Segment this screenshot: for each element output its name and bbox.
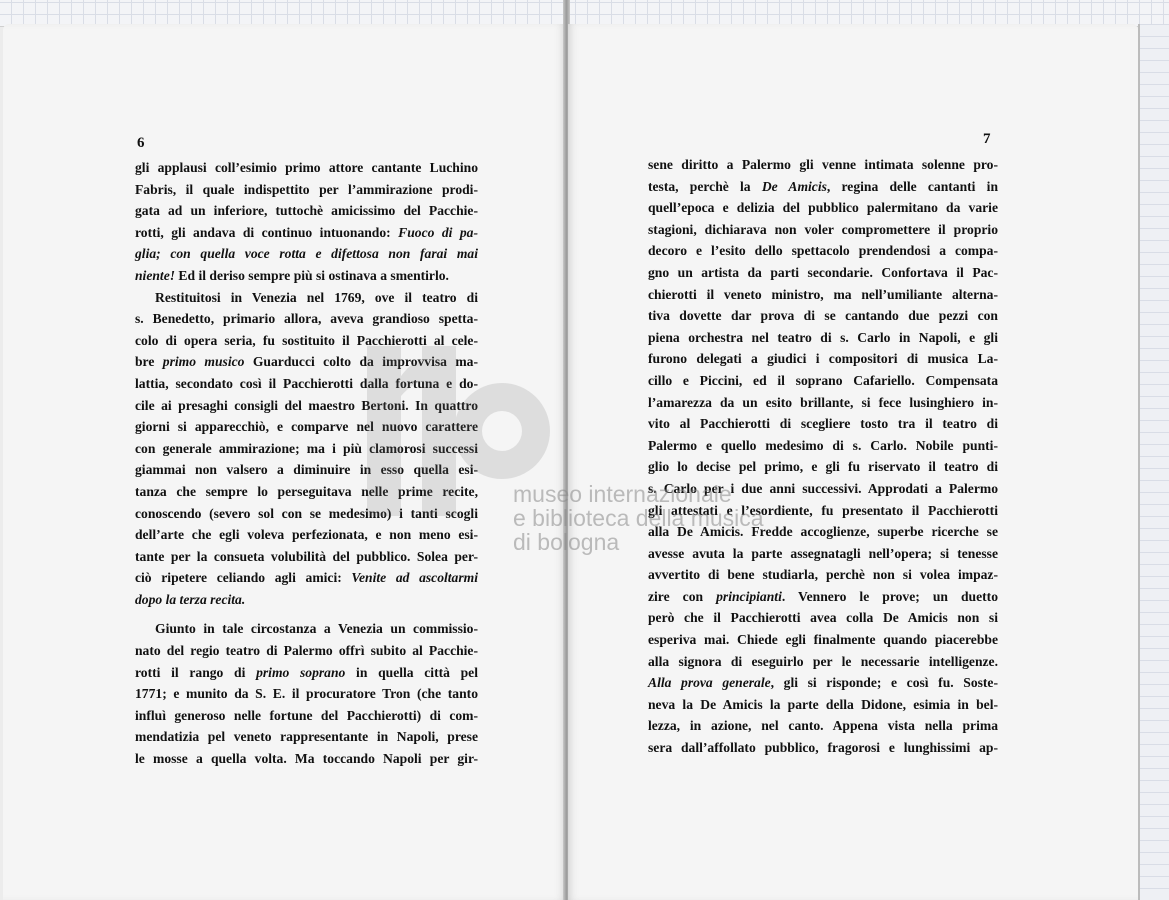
text-line: gli attestati e l’esordiente, fu presentato il Pacchierotti: [648, 502, 998, 518]
text-line: s. Carlo per i due anni successivi. Approdati a Palermo: [648, 480, 998, 496]
text-line: esperiva mai. Chiede egli finalmente quando piacerebbe: [648, 632, 998, 648]
text-line: conoscendo (severo sol con se medesimo) i tanti scogli: [135, 505, 478, 521]
scanner-grid-right: [1138, 24, 1169, 900]
text-line: ciò ripetere celiando agli amici: Venite ad ascoltarmi: [135, 570, 478, 586]
text-line: rotti, gli andava di continuo intuonando: Fuoco di pa-: [135, 224, 478, 240]
text-line: glio lo decise pel primo, e gli fu riservato il teatro di: [648, 459, 998, 475]
text-line: l’amarezza da un esito brillante, si fece lusinghiero in-: [648, 394, 998, 410]
text-line: bre primo musico Guarducci colto da improvvisa ma-: [135, 354, 479, 370]
text-line: però che il Pacchierotti avea colla De Amicis non si: [648, 610, 998, 626]
text-line: furono delegati a giudici i compositori di musica La-: [648, 351, 998, 367]
text-line: zire con principianti. Vennero le prove; un duetto: [648, 588, 998, 604]
page-number-left: 6: [137, 135, 145, 151]
text-line: Giunto in tale circostanza a Venezia un commissio-: [155, 621, 478, 637]
text-line: sera dall’affollato pubblico, fragorosi e lunghissimi ap-: [648, 740, 998, 756]
text-line: neva la De Amicis la parte della Didone, esimia in bel-: [648, 696, 998, 712]
text-line: cillo e Piccini, ed il soprano Cafariello. Compensata: [648, 372, 998, 388]
text-line: quell’epoca e delizia del pubblico palermitano da varie: [648, 200, 998, 216]
right-page: [568, 24, 1138, 900]
text-line: colo di opera seria, fu sostituito il Pacchierotti al cele-: [135, 332, 478, 348]
text-line: Restituitosi in Venezia nel 1769, ove il teatro di: [155, 289, 478, 305]
text-line: s. Benedetto, primario allora, aveva grandioso spetta-: [135, 311, 478, 327]
text-line: le mosse a quella volta. Ma toccando Napoli per gir-: [135, 751, 478, 767]
text-line: tante per la consueta volubilità del pubblico. Solea per-: [135, 548, 478, 564]
text-line: gata ad un inferiore, tuttochè amicissimo del Pacchie-: [135, 203, 478, 219]
text-line: avesse avuta la parte assegnatagli nell’opera; si tenesse: [648, 545, 998, 561]
text-line: glia; con quella voce rotta e difettosa non farai mai: [135, 246, 478, 262]
page-number-right: 7: [983, 131, 991, 147]
text-line: alla De Amicis. Fredde accoglienze, superbe ricerche se: [648, 524, 998, 540]
text-line: gno un artista da parti secondarie. Confortava il Pac-: [648, 264, 998, 280]
text-line: rotti il rango di primo soprano in quella città pel: [135, 664, 478, 680]
watermark-line: di bologna: [513, 529, 620, 555]
text-line: alla signora di eseguirlo per le necessarie intelligenze.: [648, 653, 998, 669]
museum-watermark-text: [513, 482, 764, 554]
text-line: decoro e l’esito dello spettacolo prendendosi a compa-: [648, 243, 998, 259]
text-line: Alla prova generale, gli si risponde; e così fu. Soste-: [648, 675, 998, 691]
text-line: influì generoso nelle fortune del Pacchierotti) di com-: [135, 707, 478, 723]
watermark-line: museo internazionale: [513, 481, 732, 507]
text-line: con generale ammirazione; ma i più clamorosi successi: [135, 440, 478, 456]
text-line: vito al Pacchierotti di scegliere tosto tra il teatro di: [648, 416, 998, 432]
text-line: testa, perchè la De Amicis, regina delle cantanti in: [648, 178, 999, 194]
text-line: tanza che sempre lo perseguitava nelle prime recite,: [135, 483, 478, 499]
right-page-text: [648, 154, 998, 759]
text-line: dopo la terza recita.: [135, 591, 246, 607]
text-line: lattia, secondato così il Pacchierotti dalla fortuna e do-: [135, 375, 478, 391]
text-line: tiva dovette dar prova di se cantando due pezzi con: [648, 308, 998, 324]
text-line: Palermo e quello medesimo di s. Carlo. Nobile punti-: [648, 437, 998, 453]
text-line: mendatizia pel veneto rappresentante in Napoli, prese: [135, 729, 478, 745]
text-line: sene diritto a Palermo gli venne intimata solenne pro-: [648, 157, 998, 172]
text-line: giammai non valsero a diminuire in esso quella esi-: [135, 462, 478, 478]
text-line: niente! Ed il deriso sempre più si ostinava a smentirlo.: [135, 267, 449, 283]
text-line: dell’arte che egli voleva perfezionata, e non meno esi-: [135, 527, 478, 543]
text-line: nato del regio teatro di Palermo offrì subito al Pacchie-: [135, 643, 478, 659]
text-line: piena orchestra nel teatro di s. Carlo in Napoli, e gli: [648, 329, 998, 345]
text-line: lezza, in azione, nel canto. Appena vista nella prima: [648, 718, 998, 734]
watermark-line: e biblioteca della musica: [513, 505, 764, 531]
text-line: avvertito di bene studiarla, perchè non si volea impaz-: [648, 567, 998, 583]
text-line: gli applausi coll’esimio primo attore cantante Luchino: [135, 160, 478, 175]
text-line: cile ai presaghi consigli del maestro Bertoni. In quattro: [135, 397, 478, 413]
text-line: chierotti il veneto ministro, ma nell’umiliante alterna-: [648, 286, 998, 302]
scanner-grid-top: [0, 0, 1169, 27]
text-line: 1771; e munito da S. E. il procuratore Tron (che tanto: [135, 686, 478, 702]
text-line: giorni si apparecchiò, e comparve nel nuovo carattere: [135, 419, 478, 435]
text-line: stagioni, dichiarava non voler compromettere il proprio: [648, 221, 998, 237]
text-line: Fabris, il quale indispettito per l’ammirazione prodi-: [135, 181, 478, 197]
